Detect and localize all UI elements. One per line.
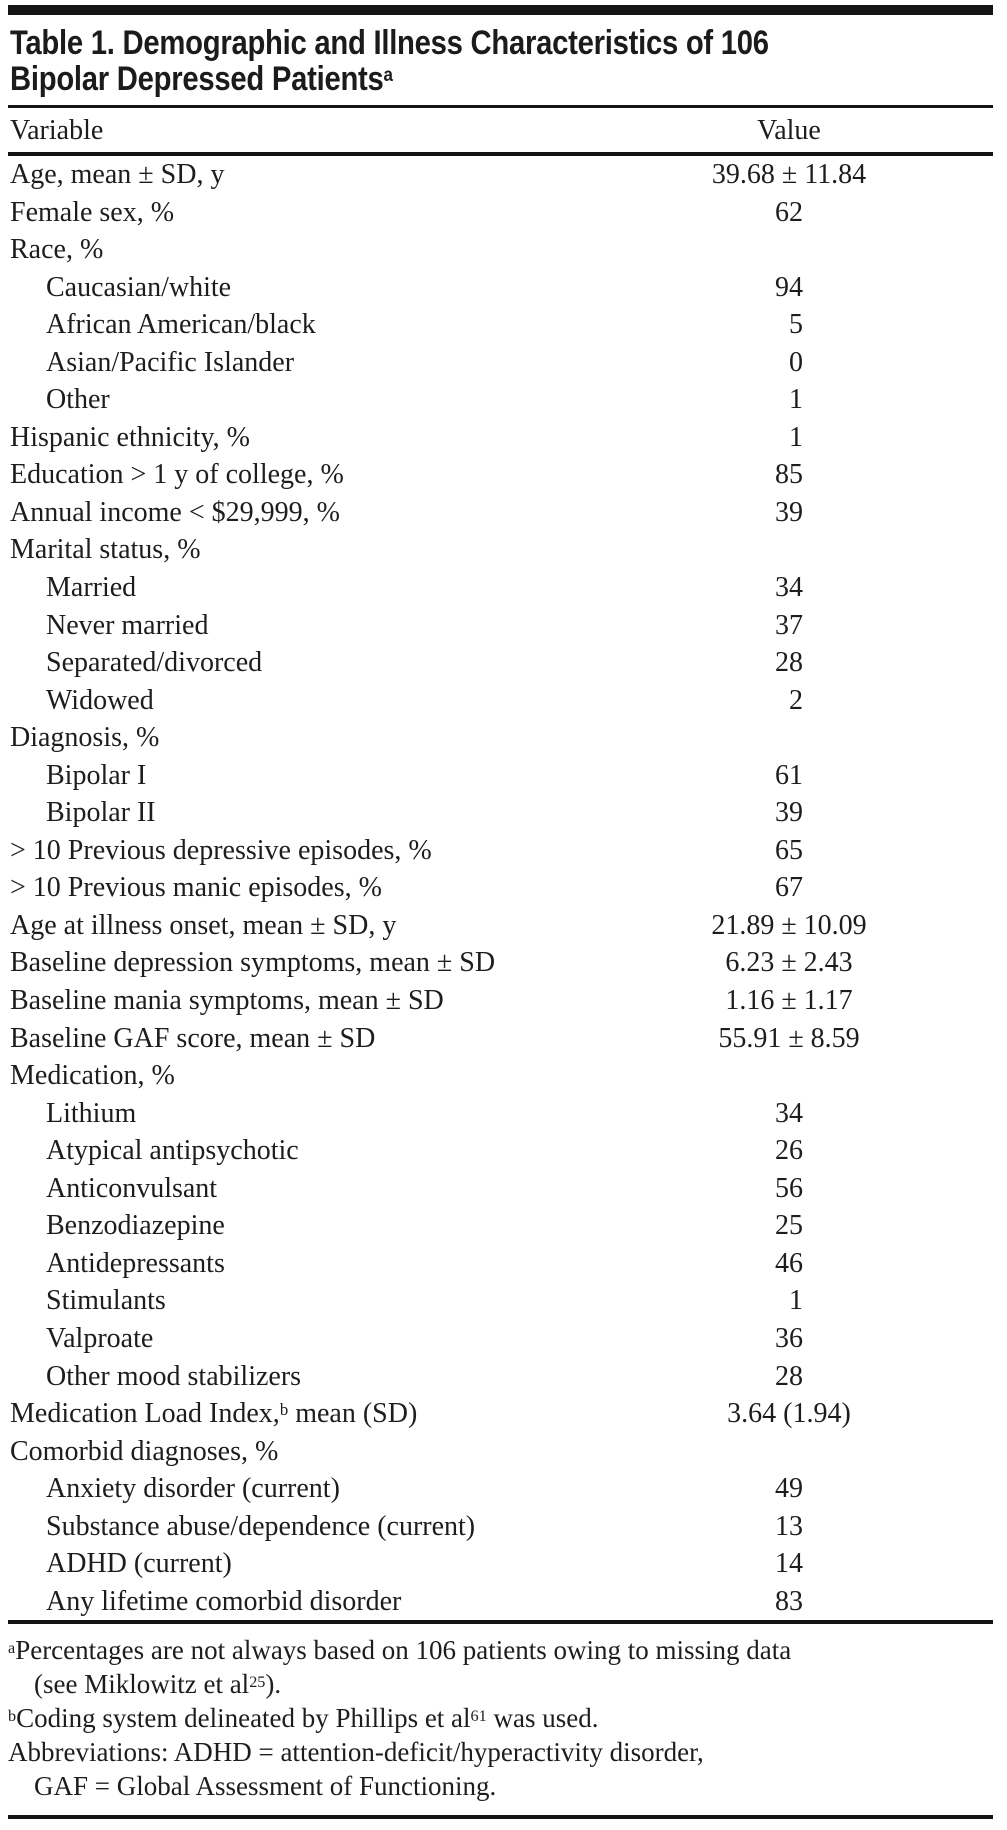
table-row bbox=[8, 1132, 993, 1170]
row-label: Age, mean ± SD, y bbox=[10, 159, 225, 190]
row-value: 13 bbox=[775, 1510, 803, 1542]
table-row bbox=[8, 944, 993, 982]
row-label: Widowed bbox=[46, 684, 154, 716]
table-row bbox=[8, 194, 993, 232]
footnote-superscript: a bbox=[8, 1638, 16, 1657]
table-title bbox=[8, 25, 993, 97]
row-label: Race, % bbox=[10, 234, 104, 266]
table-row bbox=[8, 1433, 993, 1471]
row-value: 85 bbox=[775, 459, 803, 491]
row-label: Education > 1 y of college, % bbox=[10, 459, 344, 491]
row-value: 36 bbox=[775, 1322, 803, 1354]
rule-above-footnotes bbox=[8, 1620, 993, 1624]
row-value: 2 bbox=[789, 684, 803, 716]
table-row bbox=[8, 1207, 993, 1245]
row-value: 94 bbox=[775, 271, 803, 303]
row-label: Separated/divorced bbox=[46, 647, 263, 679]
row-label: Never married bbox=[46, 609, 209, 641]
row-label: > 10 Previous manic episodes, % bbox=[10, 872, 382, 904]
column-header-value: Value bbox=[757, 115, 821, 146]
table-row bbox=[8, 531, 993, 569]
row-label: Valproate bbox=[46, 1322, 154, 1354]
row-value: 34 bbox=[775, 1097, 803, 1129]
footnote-line: $^a$Percentages are not always based on 106 patients owing to missing data bbox=[8, 1635, 792, 1666]
journal-table bbox=[0, 5, 1007, 1819]
row-label: Comorbid diagnoses, % bbox=[10, 1435, 279, 1467]
row-value: 65 bbox=[775, 834, 803, 866]
row-label: Atypical antipsychotic bbox=[46, 1135, 299, 1167]
table-row bbox=[8, 494, 993, 532]
row-label: Stimulants bbox=[46, 1285, 166, 1317]
row-label: Diagnosis, % bbox=[10, 722, 160, 754]
row-value: 39 bbox=[775, 797, 803, 829]
row-value: 26 bbox=[775, 1135, 803, 1167]
row-footnote-marker: b bbox=[279, 1400, 289, 1419]
row-label: Other bbox=[46, 384, 110, 416]
row-label: Substance abuse/dependence (current) bbox=[46, 1510, 476, 1542]
row-value: 28 bbox=[775, 647, 803, 679]
row-label: Any lifetime comorbid disorder bbox=[46, 1585, 402, 1617]
table-top-rule bbox=[8, 5, 993, 15]
table-row bbox=[8, 306, 993, 344]
footnotes bbox=[8, 1633, 993, 1803]
row-label: Medication, % bbox=[10, 1060, 175, 1092]
table-row bbox=[8, 1395, 993, 1433]
footnote-superscript: 25 bbox=[249, 1672, 266, 1691]
column-header-variable: Variable bbox=[10, 115, 104, 146]
row-value: 1.16 ± 1.17 bbox=[725, 985, 853, 1017]
row-value: 21.89 ± 10.09 bbox=[711, 909, 867, 941]
row-label: ADHD (current) bbox=[46, 1548, 232, 1580]
row-value: 34 bbox=[775, 572, 803, 604]
table-row bbox=[8, 1245, 993, 1283]
row-value: 37 bbox=[775, 609, 803, 641]
table-row bbox=[8, 1545, 993, 1583]
row-value: 61 bbox=[775, 759, 803, 791]
row-value: 56 bbox=[775, 1172, 803, 1204]
table-row bbox=[8, 569, 993, 607]
table-row bbox=[8, 1282, 993, 1320]
table-row bbox=[8, 231, 993, 269]
row-value: 39.68 ± 11.84 bbox=[711, 159, 867, 190]
table-row bbox=[8, 757, 993, 795]
footnote-line: $^b$Coding system delineated by Phillips et $al^{61}$ was used. bbox=[8, 1703, 599, 1734]
row-label: Age at illness onset, mean ± SD, y bbox=[10, 909, 397, 941]
table-row bbox=[8, 1508, 993, 1546]
row-label: Medication Load Index,$^b$ mean (SD) bbox=[10, 1398, 418, 1430]
row-label: Anticonvulsant bbox=[46, 1172, 218, 1204]
row-value: 55.91 ± 8.59 bbox=[718, 1022, 860, 1054]
row-label: African American/black bbox=[46, 309, 316, 341]
row-label: Antidepressants bbox=[46, 1247, 225, 1279]
footnote-line: GAF = Global Assessment of Functioning. bbox=[34, 1771, 497, 1802]
table-title-line2-text: Bipolar Depressed Patients bbox=[10, 60, 384, 98]
row-value: 39 bbox=[775, 496, 803, 528]
row-label: Married bbox=[46, 572, 137, 604]
row-label: Baseline mania symptoms, mean ± SD bbox=[10, 985, 444, 1017]
row-value: 67 bbox=[775, 872, 803, 904]
row-value: 1 bbox=[789, 421, 803, 453]
title-footnote-marker: a bbox=[383, 64, 393, 87]
row-value: 83 bbox=[775, 1585, 803, 1617]
row-value: 46 bbox=[775, 1247, 803, 1279]
table-title-line1: Table 1. Demographic and Illness Characteristics of 106 bbox=[10, 24, 769, 62]
row-value: 25 bbox=[775, 1210, 803, 1242]
row-value: 28 bbox=[775, 1360, 803, 1392]
footnote-line: (see Miklowitz et $al^{25}$). bbox=[34, 1669, 282, 1700]
row-label: Marital status, % bbox=[10, 534, 201, 566]
table-body bbox=[8, 156, 993, 1620]
row-label: Benzodiazepine bbox=[46, 1210, 225, 1242]
table-row bbox=[8, 682, 993, 720]
table-row bbox=[8, 1170, 993, 1208]
row-label: Hispanic ethnicity, % bbox=[10, 421, 251, 453]
row-value: 1 bbox=[789, 384, 803, 416]
table-row bbox=[8, 1020, 993, 1058]
column-header-row bbox=[8, 108, 993, 152]
table-row bbox=[8, 156, 993, 194]
row-value: 62 bbox=[775, 196, 803, 228]
table-row bbox=[8, 607, 993, 645]
row-label: Female sex, % bbox=[10, 196, 175, 228]
row-value: 3.64 (1.94) bbox=[727, 1398, 851, 1430]
row-label: Caucasian/white bbox=[46, 271, 232, 303]
table-row bbox=[8, 982, 993, 1020]
table-row bbox=[8, 344, 993, 382]
row-value: 0 bbox=[789, 346, 803, 378]
table-row bbox=[8, 1470, 993, 1508]
table-row bbox=[8, 419, 993, 457]
row-label: Baseline depression symptoms, mean ± SD bbox=[10, 947, 496, 979]
table-row bbox=[8, 794, 993, 832]
table-row bbox=[8, 644, 993, 682]
row-label: > 10 Previous depressive episodes, % bbox=[10, 834, 432, 866]
table-row bbox=[8, 1057, 993, 1095]
table-row bbox=[8, 832, 993, 870]
row-label: Other mood stabilizers bbox=[46, 1360, 302, 1392]
table-row bbox=[8, 719, 993, 757]
row-label: Bipolar II bbox=[46, 797, 156, 829]
table-row bbox=[8, 1583, 993, 1621]
row-value: 6.23 ± 2.43 bbox=[725, 947, 853, 979]
row-value: 14 bbox=[775, 1548, 803, 1580]
table-bottom-rule bbox=[8, 1815, 993, 1819]
table-row bbox=[8, 269, 993, 307]
table-row bbox=[8, 869, 993, 907]
row-label: Baseline GAF score, mean ± SD bbox=[10, 1022, 376, 1054]
table-row bbox=[8, 1358, 993, 1396]
row-label: Lithium bbox=[46, 1097, 137, 1129]
row-label: Asian/Pacific Islander bbox=[46, 346, 295, 378]
row-label: Anxiety disorder (current) bbox=[46, 1473, 340, 1505]
row-value: 5 bbox=[789, 309, 803, 341]
footnote-superscript: 61 bbox=[470, 1706, 487, 1725]
table-row bbox=[8, 907, 993, 945]
table-row bbox=[8, 381, 993, 419]
table-row bbox=[8, 456, 993, 494]
footnote-superscript: b bbox=[8, 1706, 17, 1725]
table-title-line2 bbox=[10, 61, 855, 97]
row-label: Bipolar I bbox=[46, 759, 147, 791]
row-label: Annual income < $29,999, % bbox=[10, 496, 340, 528]
row-value: 1 bbox=[789, 1285, 803, 1317]
table-row bbox=[8, 1095, 993, 1133]
row-value: 49 bbox=[775, 1473, 803, 1505]
footnote-line: Abbreviations: ADHD = attention-deficit/hyperactivity disorder, bbox=[8, 1737, 704, 1768]
table-row bbox=[8, 1320, 993, 1358]
